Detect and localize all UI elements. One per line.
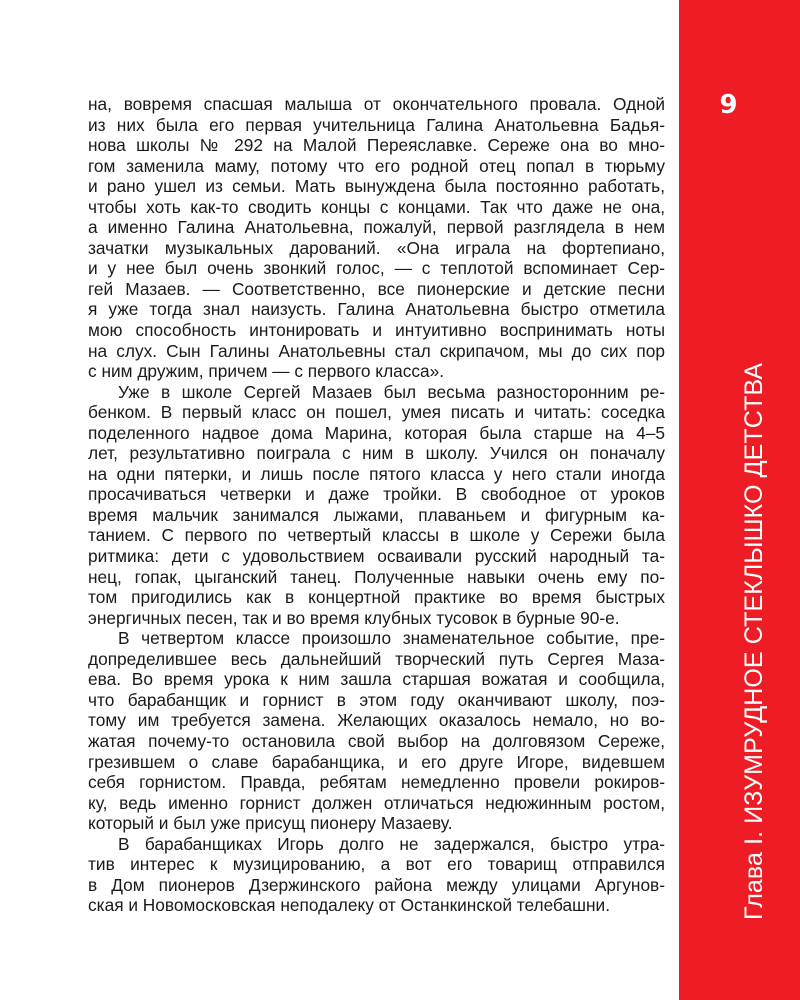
text-line: я уже тогда знал наизусть. Галина Анатольевна быстро отметила — [88, 299, 665, 320]
text-line: нец, гопак, цыганский танец. Полученные навыки очень ему по- — [88, 566, 665, 587]
text-line: чтобы хоть как-то сводить концы с концами. Так что даже не она, — [88, 196, 665, 217]
text-line: который и был уже присущ пионеру Мазаеву. — [88, 813, 453, 834]
text-line: Уже в школе Сергей Мазаев был весьма разносторонним ре- — [118, 381, 665, 402]
text-line: тому им требуется замена. Желающих оказалось немало, но во- — [88, 710, 665, 731]
text-line: бенком. В первый класс он пошел, умея писать и читать: соседка — [88, 402, 665, 423]
text-line: грезившем о славе барабанщика, и его друге Игоре, видевшем — [88, 751, 665, 772]
text-line: жатая почему-то остановила свой выбор на долговязом Сереже, — [88, 730, 665, 751]
text-line: том пригодились как в концертной практике во время быстрых — [88, 587, 665, 608]
text-line: на, вовремя спасшая малыша от окончательного провала. Одной — [88, 94, 665, 114]
text-line: танием. С первого по четвертый классы в школе у Сережи была — [88, 525, 665, 546]
text-line: В четвертом классе произошло знаменательное событие, пре- — [118, 628, 665, 649]
text-line: ская и Новомосковская неподалеку от Останкинской телебашни. — [88, 895, 611, 916]
text-line: ритмика: дети с удовольствием осваивали русский народный та- — [88, 546, 665, 567]
text-line: В барабанщиках Игорь долго не задержался, быстро утра- — [118, 833, 665, 854]
text-line: просачиваться четверки и даже тройки. В свободное от уроков — [88, 484, 665, 505]
text-line: нова школы № 292 на Малой Переяславке. Сереже она во мно- — [88, 135, 665, 156]
paragraph — [88, 628, 665, 833]
text-line: себя горнистом. Правда, ребятам немедленно провели рокиров- — [88, 772, 665, 793]
paragraph — [88, 382, 665, 629]
text-line: энергичных песен, так и во время клубных тусовок в бурные 90-е. — [88, 607, 620, 628]
text-line: гом заменила маму, потому что его родной отец попал в тюрьму — [88, 155, 665, 176]
text-line: а именно Галина Анатольевна, пожалуй, первой разглядела в нем — [88, 217, 665, 238]
paragraph — [88, 834, 665, 916]
text-line: и у нее был очень звонкий голос, — с теплотой вспоминает Сер- — [88, 258, 665, 279]
text-line: на одни пятерки, и лишь после пятого класса у него стали иногда — [88, 463, 665, 484]
chapter-title: Глава I. ИЗУМРУДНОЕ СТЕКЛЫШКО ДЕТСТВА — [740, 362, 768, 920]
text-line: зачатки музыкальных дарований. «Она играла на фортепиано, — [88, 237, 665, 258]
text-line: ева. Во время урока к ним зашла старшая вожатая и сообщила, — [88, 669, 665, 690]
text-line: тив интерес к музицированию, а вот его товарищ отправился — [88, 854, 665, 875]
text-line: время мальчик занимался лыжами, плаваньем и фигурным ка- — [88, 504, 665, 525]
text-line: допределившее весь дальнейший творческий путь Сергея Маза- — [88, 648, 665, 669]
text-line: на слух. Сын Галины Анатольевны стал скрипачом, мы до сих пор — [88, 340, 665, 361]
text-line: гей Мазаев. — Соответственно, все пионерские и детские песни — [88, 278, 665, 299]
text-line: ку, ведь именно горнист должен отличаться недюжинным ростом, — [88, 792, 665, 813]
text-line: лет, результативно поиграла с ним в школу. Учился он поначалу — [88, 443, 665, 464]
paragraph — [88, 94, 665, 382]
text-line: мою способность интонировать и интуитивно воспринимать ноты — [88, 320, 665, 341]
text-line: и рано ушел из семьи. Мать вынуждена была постоянно работать, — [88, 176, 665, 197]
text-line: с ним дружим, причем — с первого класса». — [88, 361, 445, 382]
text-line: из них была его первая учительница Галина Анатольевна Бадья- — [88, 114, 665, 135]
text-line: в Дом пионеров Дзержинского района между улицами Аргунов- — [88, 874, 665, 895]
text-line: что барабанщик и горнист в этом году оканчивают школу, поэ- — [88, 689, 665, 710]
page-number: 9 — [719, 90, 738, 120]
body-text — [88, 94, 665, 916]
text-line: поделенного надвое дома Марина, которая была старше на 4–5 — [88, 422, 665, 443]
